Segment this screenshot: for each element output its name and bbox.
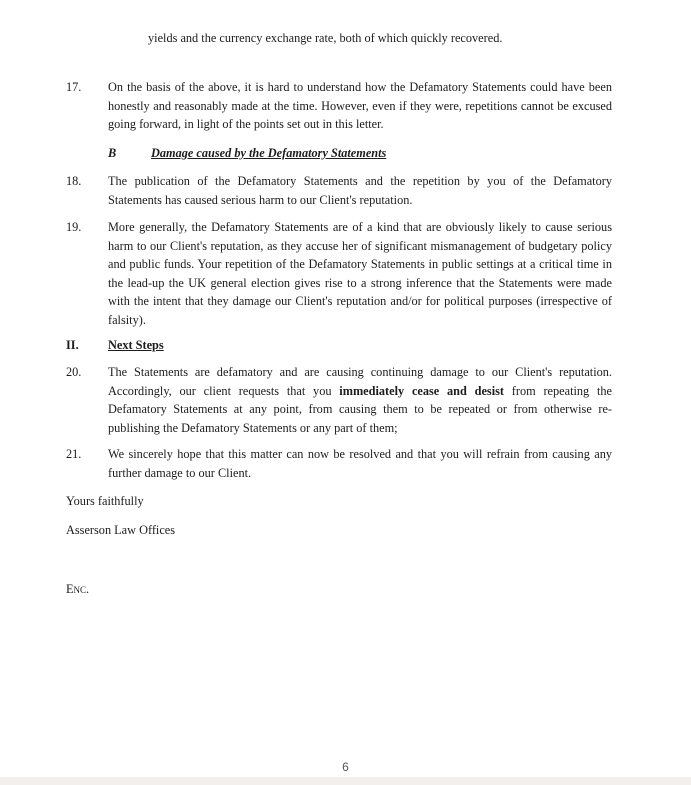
page-number: 6: [342, 760, 349, 774]
paragraph-number-19: 19.: [66, 220, 82, 234]
paragraph-number-18: 18.: [66, 174, 82, 188]
paragraph-20-bold-demand: immediately cease and desist: [339, 383, 504, 398]
paragraph-17: On the basis of the above, it is hard to understand how the Defamatory Statements could have been honestly and reasonably made at the time. However, even if they were, repetitions cannot be excused going forward, in light of the points set out in this letter.: [108, 80, 612, 131]
continuation-text: yields and the currency exchange rate, both of which quickly recovered.: [148, 31, 503, 45]
section-b-title: Damage caused by the Defamatory Statements: [151, 146, 387, 160]
paragraph-18: The publication of the Defamatory Statements and the repetition by you of the Defamatory Statements has caused serious harm to our Client's reputation.: [108, 174, 612, 207]
paragraph-19: More generally, the Defamatory Statements are of a kind that are obviously likely to cause serious harm to our Client's reputation, as they accuse her of significant mismanagement of budgetary policy and public funds. Your repetition of the Defamatory Statements in public settings at a critical time in the lead-up the UK general election gives rise to a strong inference that the Statements were made with the intent that they damage our Client's reputation and/or for political purposes (irrespective of falsity).: [108, 220, 612, 327]
paragraph-number-20: 20.: [66, 365, 82, 379]
paragraph-20-text-end: from repeating the Defamatory Statements at any point, from causing them to be repeated or from otherwise re-publishing the Defamatory Statements or any part of them;: [108, 383, 612, 435]
paragraph-20-text-start: The Statements are defamatory and are causing continuing damage to our Client's reputation. Accordingly, our client requests that you: [108, 365, 612, 398]
valediction: Yours faithfully: [66, 494, 144, 508]
enclosure-label: Enc.: [66, 582, 90, 596]
section-ii-title: Next Steps: [108, 338, 164, 352]
section-ii-numeral: II.: [66, 338, 79, 352]
paragraph-21: We sincerely hope that this matter can now be resolved and that you will refrain from causing any further damage to our Client.: [108, 447, 612, 480]
paragraph-20: [108, 363, 612, 437]
paragraph-number-21: 21.: [66, 447, 82, 461]
section-b-letter: B: [108, 146, 117, 160]
paragraph-number-17: 17.: [66, 80, 82, 94]
page-footer-strip: [0, 777, 691, 785]
signatory: Asserson Law Offices: [66, 523, 176, 537]
